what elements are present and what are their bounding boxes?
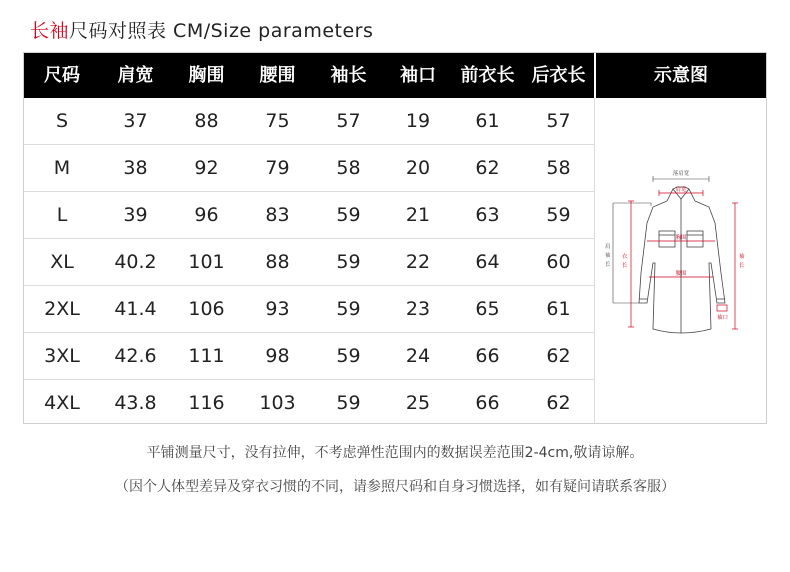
cell-shoulder: 41.4	[114, 298, 157, 320]
cell-front-length: 64	[475, 251, 500, 273]
table-row	[24, 192, 594, 239]
table-row	[24, 98, 594, 145]
header-diagram: 示意图	[654, 65, 708, 86]
label-front-1: 衣	[622, 254, 628, 260]
cell-cuff: 19	[405, 110, 431, 132]
label-waist: 腰围	[675, 271, 687, 277]
cell-front-length: 65	[475, 298, 500, 320]
table-row	[24, 333, 594, 380]
cell-front-length: 66	[475, 392, 500, 414]
cell-waist: 98	[265, 345, 290, 367]
cell-back-length: 62	[546, 345, 571, 367]
cell-chest: 111	[188, 345, 225, 367]
cell-cuff: 21	[405, 204, 431, 226]
label-sleeve-3: 长	[605, 262, 611, 268]
label-sleeve-2: 袖	[605, 253, 611, 259]
cell-back-length: 57	[546, 110, 571, 132]
cell-waist: 79	[265, 157, 290, 179]
shirt-measurement-diagram	[601, 153, 761, 353]
cell-size: M	[53, 157, 71, 179]
cell-cuff: 22	[405, 251, 431, 273]
label-shoulder: 肩宽	[675, 187, 687, 193]
label-back-1: 袖	[739, 254, 745, 260]
cell-chest: 96	[194, 204, 219, 226]
label-drop-shoulder: 落肩宽	[672, 171, 690, 177]
header-cuff: 袖口	[400, 65, 436, 86]
cell-sleeve-length: 59	[336, 345, 361, 367]
cell-chest: 88	[194, 110, 219, 132]
table-row	[24, 286, 594, 333]
cell-size: 3XL	[44, 345, 80, 367]
cell-shoulder: 43.8	[114, 392, 157, 414]
cell-cuff: 20	[405, 157, 431, 179]
cell-waist: 88	[265, 251, 290, 273]
cell-waist: 93	[265, 298, 290, 320]
cell-waist: 75	[265, 110, 290, 132]
cell-front-length: 61	[475, 110, 500, 132]
label-chest: 胸围	[675, 235, 687, 241]
cell-cuff: 24	[405, 345, 431, 367]
cell-shoulder: 37	[123, 110, 148, 132]
cell-sleeve-length: 59	[336, 204, 361, 226]
cell-cuff: 25	[405, 392, 431, 414]
table-header	[24, 53, 766, 98]
header-size: 尺码	[44, 65, 80, 86]
cell-waist: 83	[265, 204, 290, 226]
cell-back-length: 61	[546, 298, 571, 320]
diagram-cell	[594, 98, 766, 423]
cell-chest: 101	[188, 251, 225, 273]
header-sleeve-length: 袖长	[330, 65, 367, 86]
cell-sleeve-length: 59	[336, 298, 361, 320]
cell-chest: 92	[194, 157, 219, 179]
cell-sleeve-length: 59	[336, 392, 361, 414]
cell-back-length: 58	[546, 157, 571, 179]
cell-waist: 103	[259, 392, 296, 414]
cell-sleeve-length: 58	[336, 157, 361, 179]
cell-sleeve-length: 57	[336, 110, 361, 132]
label-sleeve-1: 肩	[605, 244, 611, 250]
label-back-2: 长	[739, 263, 745, 269]
label-cuff: 袖口	[717, 315, 729, 321]
cell-size: XL	[50, 251, 74, 273]
title-accent: 长袖	[30, 20, 70, 42]
header-chest: 胸围	[188, 65, 225, 86]
cell-chest: 106	[188, 298, 225, 320]
cell-shoulder: 39	[123, 204, 148, 226]
cell-cuff: 23	[405, 298, 431, 320]
label-front-2: 长	[622, 263, 628, 269]
table-row	[24, 239, 594, 286]
cell-back-length: 62	[546, 392, 571, 414]
cell-chest: 116	[188, 392, 225, 414]
header-back-length: 后衣长	[531, 65, 586, 86]
cell-front-length: 66	[475, 345, 500, 367]
size-advice-note: （因个人体型差异及穿衣习惯的不同，请参照尺码和自身习惯选择，如有疑问请联系客服）	[115, 479, 675, 495]
cell-shoulder: 42.6	[114, 345, 157, 367]
cell-sleeve-length: 59	[336, 251, 361, 273]
cell-shoulder: 38	[123, 157, 148, 179]
header-front-length: 前衣长	[460, 65, 515, 86]
cell-back-length: 59	[546, 204, 571, 226]
cell-front-length: 63	[475, 204, 500, 226]
cell-size: 4XL	[44, 392, 80, 414]
table-row	[24, 380, 594, 427]
size-table	[23, 52, 767, 424]
header-shoulder: 肩宽	[117, 65, 154, 86]
page-title	[30, 16, 373, 43]
header-waist: 腰围	[259, 65, 296, 86]
cell-shoulder: 40.2	[114, 251, 157, 273]
table-row	[24, 145, 594, 192]
cell-size: 2XL	[44, 298, 80, 320]
title-text: 尺码对照表 CM/Size parameters	[69, 20, 374, 42]
cell-back-length: 60	[546, 251, 571, 273]
cell-size: L	[56, 204, 68, 226]
cell-size: S	[55, 110, 69, 132]
cell-front-length: 62	[475, 157, 500, 179]
measurement-note: 平铺测量尺寸，没有拉伸，不考虑弹性范围内的数据误差范围2-4cm,敬请谅解。	[146, 445, 644, 461]
